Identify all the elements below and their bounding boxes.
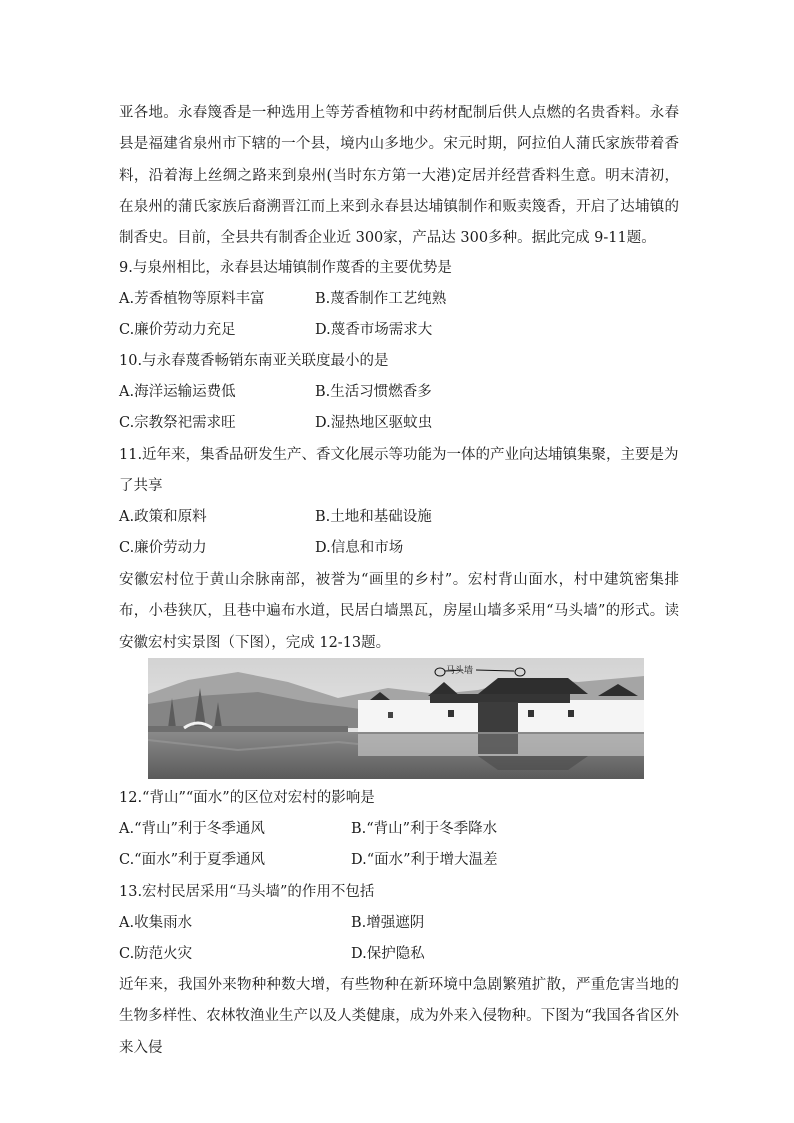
option-c: C.宗教祭祀需求旺 — [119, 415, 236, 431]
option-d: D.保护隐私 — [351, 946, 425, 962]
passage-invasive-species: 近年来，我国外来物种种数大增，有些物种在新环境中急剧繁殖扩散，严重危害当地的生物多样性、农林牧渔业生产以及人类健康，成为外来入侵物种。下图为“我国各省区外来入侵 — [119, 977, 679, 1056]
option-b: B.“背山”利于冬季降水 — [351, 821, 498, 837]
option-c: C.防范火灾 — [119, 946, 193, 962]
option-d: D.“面水”利于增大温差 — [351, 852, 498, 868]
question-10 — [119, 346, 679, 439]
option-d: D.蔑香市场需求大 — [315, 322, 433, 338]
option-c: C.廉价劳动力 — [119, 540, 207, 556]
option-a: A.芳香植物等原料丰富 — [119, 291, 265, 307]
question-stem: 10.与永春蔑香畅销东南亚关联度最小的是 — [119, 353, 389, 369]
question-12 — [119, 783, 679, 876]
option-b: B.增强遮阴 — [351, 915, 425, 931]
question-stem: 13.宏村民居采用“马头墙”的作用不包括 — [119, 884, 375, 900]
photo-label: 马头墙 — [446, 666, 474, 676]
question-stem: 12.“背山”“面水”的区位对宏村的影响是 — [119, 790, 375, 806]
option-a: A.收集雨水 — [119, 915, 193, 931]
option-c: C.廉价劳动力充足 — [119, 322, 236, 338]
question-11 — [119, 440, 679, 564]
option-b: B.蔑香制作工艺纯熟 — [315, 291, 447, 307]
option-d: D.湿热地区驱蚊虫 — [315, 415, 433, 431]
option-a: A.海洋运输运费低 — [119, 384, 236, 400]
option-b: B.生活习惯燃香多 — [315, 384, 432, 400]
option-a: A.“背山”利于冬季通风 — [119, 821, 265, 837]
passage-hongcun: 安徽宏村位于黄山余脉南部，被誉为“画里的乡村”。宏村背山面水，村中建筑密集排布，小巷狭仄，且巷中遍布水道，民居白墙黑瓦，房屋山墙多采用“马头墙”的形式。读安徽宏村实景图（下图），完成 12-13题。 — [119, 572, 679, 651]
option-c: C.“面水”利于夏季通风 — [119, 852, 266, 868]
option-d: D.信息和市场 — [315, 540, 404, 556]
option-a: A.政策和原料 — [119, 509, 207, 525]
passage-yongchun-incense: 亚各地。永春篾香是一种选用上等芳香植物和中药材配制后供人点燃的名贵香料。永春县是福建省泉州市下辖的一个县，境内山多地少。宋元时期，阿拉伯人蒲氏家族带着香料，沿着海上丝绸之路来到泉州(当时东方第一大港)定居并经营香料生意。明末清初，在泉州的蒲氏家族后裔溯晋江而上来到永春县达埔镇制作和贩卖篾香，开启了达埔镇的制香史。目前，全县共有制香企业近 300家，产品达 300多种。据此完成 9-11题。 — [119, 105, 679, 247]
hongcun-photo — [148, 658, 644, 779]
question-stem: 9.与泉州相比，永春县达埔镇制作蔑香的主要优势是 — [119, 260, 452, 276]
option-b: B.土地和基础设施 — [315, 509, 432, 525]
question-13 — [119, 877, 679, 970]
question-9 — [119, 253, 679, 346]
question-stem: 11.近年来，集香品研发生产、香文化展示等功能为一体的产业向达埔镇集聚，主要是为了共享 — [119, 447, 679, 494]
